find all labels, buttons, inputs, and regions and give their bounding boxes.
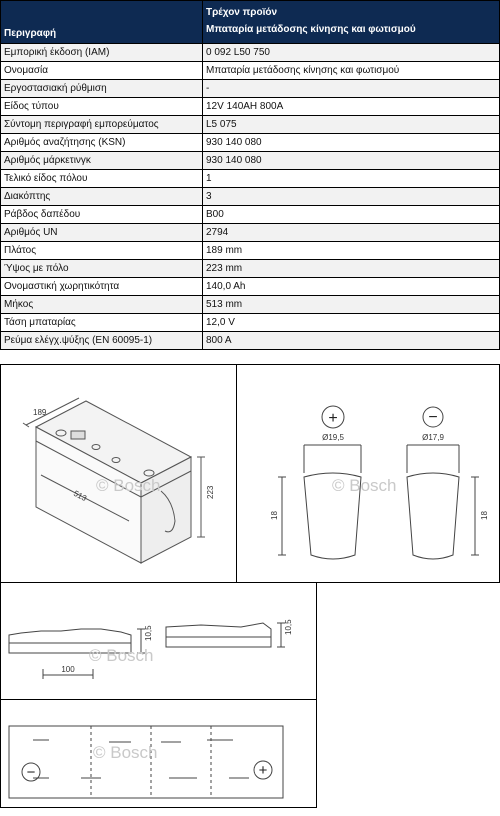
negative-diameter: Ø17,9 bbox=[422, 433, 444, 442]
row-label: Ρεύμα ελέγχ.ψύξης (EN 60095-1) bbox=[1, 332, 203, 350]
table-row bbox=[1, 44, 500, 62]
row-label: Αριθμός αναζήτησης (KSN) bbox=[1, 134, 203, 152]
header-product bbox=[203, 1, 500, 44]
header-product-name: Μπαταρία μετάδοσης κίνησης και φωτισμού bbox=[206, 24, 416, 35]
row-value: 800 A bbox=[203, 332, 500, 350]
base-profile-drawing bbox=[0, 582, 317, 700]
row-label: Εργοστασιακή ρύθμιση bbox=[1, 80, 203, 98]
table-row bbox=[1, 242, 500, 260]
terminal-svg bbox=[237, 365, 499, 582]
table-row bbox=[1, 260, 500, 278]
dim-width: 189 bbox=[33, 408, 47, 417]
base-length: 100 bbox=[61, 665, 75, 674]
positive-symbol: + bbox=[328, 410, 338, 427]
table-row bbox=[1, 98, 500, 116]
row-label: Ύψος με πόλο bbox=[1, 260, 203, 278]
row-label: Σύντομη περιγραφή εμπορεύματος bbox=[1, 116, 203, 134]
base-step-left: 10,5 bbox=[144, 625, 153, 641]
table-row bbox=[1, 332, 500, 350]
row-value: 1 bbox=[203, 170, 500, 188]
row-value: 223 mm bbox=[203, 260, 500, 278]
table-row bbox=[1, 62, 500, 80]
row-value: Μπαταρία μετάδοσης κίνησης και φωτισμού bbox=[203, 62, 500, 80]
negative-symbol: − bbox=[428, 409, 438, 426]
header-product-title: Τρέχον προϊόν bbox=[206, 7, 278, 18]
terminal-height-right: 18 bbox=[480, 511, 489, 520]
row-label: Διακόπτης bbox=[1, 188, 203, 206]
spec-table bbox=[0, 0, 500, 350]
row-label: Μήκος bbox=[1, 296, 203, 314]
row-value: L5 075 bbox=[203, 116, 500, 134]
negative-symbol: − bbox=[26, 764, 36, 781]
positive-symbol: + bbox=[258, 762, 268, 779]
row-value: 930 140 080 bbox=[203, 152, 500, 170]
row-value: 12V 140AH 800A bbox=[203, 98, 500, 116]
row-value: 3 bbox=[203, 188, 500, 206]
header-description: Περιγραφή bbox=[1, 1, 203, 44]
row-label: Είδος τύπου bbox=[1, 98, 203, 116]
table-row bbox=[1, 224, 500, 242]
battery-3d-svg bbox=[1, 365, 236, 582]
row-value: 12,0 V bbox=[203, 314, 500, 332]
table-row bbox=[1, 152, 500, 170]
watermark: © Bosch bbox=[332, 476, 397, 495]
row-label: Πλάτος bbox=[1, 242, 203, 260]
terminal-layout-drawing bbox=[0, 699, 317, 808]
table-row bbox=[1, 188, 500, 206]
table-row bbox=[1, 134, 500, 152]
terminal-layout-svg bbox=[1, 700, 316, 807]
dim-length: 513 bbox=[72, 488, 89, 504]
row-value: - bbox=[203, 80, 500, 98]
row-value: 930 140 080 bbox=[203, 134, 500, 152]
row-label: Αριθμός μάρκετινγκ bbox=[1, 152, 203, 170]
row-label: Ονομαστική χωρητικότητα bbox=[1, 278, 203, 296]
row-value: 513 mm bbox=[203, 296, 500, 314]
battery-3d-drawing bbox=[0, 364, 237, 583]
row-label: Αριθμός UN bbox=[1, 224, 203, 242]
base-profile-svg bbox=[1, 583, 316, 699]
row-label: Τάση μπαταρίας bbox=[1, 314, 203, 332]
watermark: © Bosch bbox=[96, 476, 161, 495]
table-header bbox=[1, 1, 500, 44]
row-label: Ονομασία bbox=[1, 62, 203, 80]
terminal-height-left: 18 bbox=[270, 511, 279, 520]
table-row bbox=[1, 278, 500, 296]
watermark: © Bosch bbox=[93, 743, 158, 762]
row-value: 0 092 L50 750 bbox=[203, 44, 500, 62]
watermark: © Bosch bbox=[89, 646, 154, 665]
row-label: Τελικό είδος πόλου bbox=[1, 170, 203, 188]
positive-diameter: Ø19,5 bbox=[322, 433, 344, 442]
row-value: 2794 bbox=[203, 224, 500, 242]
table-row bbox=[1, 314, 500, 332]
row-value: B00 bbox=[203, 206, 500, 224]
table-row bbox=[1, 296, 500, 314]
row-value: 140,0 Ah bbox=[203, 278, 500, 296]
table-row bbox=[1, 206, 500, 224]
terminal-drawing bbox=[236, 364, 500, 583]
dim-height: 223 bbox=[206, 485, 215, 499]
table-row bbox=[1, 170, 500, 188]
spec-table-body bbox=[1, 44, 500, 350]
row-label: Εμπορική έκδοση (IAM) bbox=[1, 44, 203, 62]
row-value: 189 mm bbox=[203, 242, 500, 260]
table-row bbox=[1, 80, 500, 98]
row-label: Ράβδος δαπέδου bbox=[1, 206, 203, 224]
table-row bbox=[1, 116, 500, 134]
base-step-right: 10,5 bbox=[284, 619, 293, 635]
